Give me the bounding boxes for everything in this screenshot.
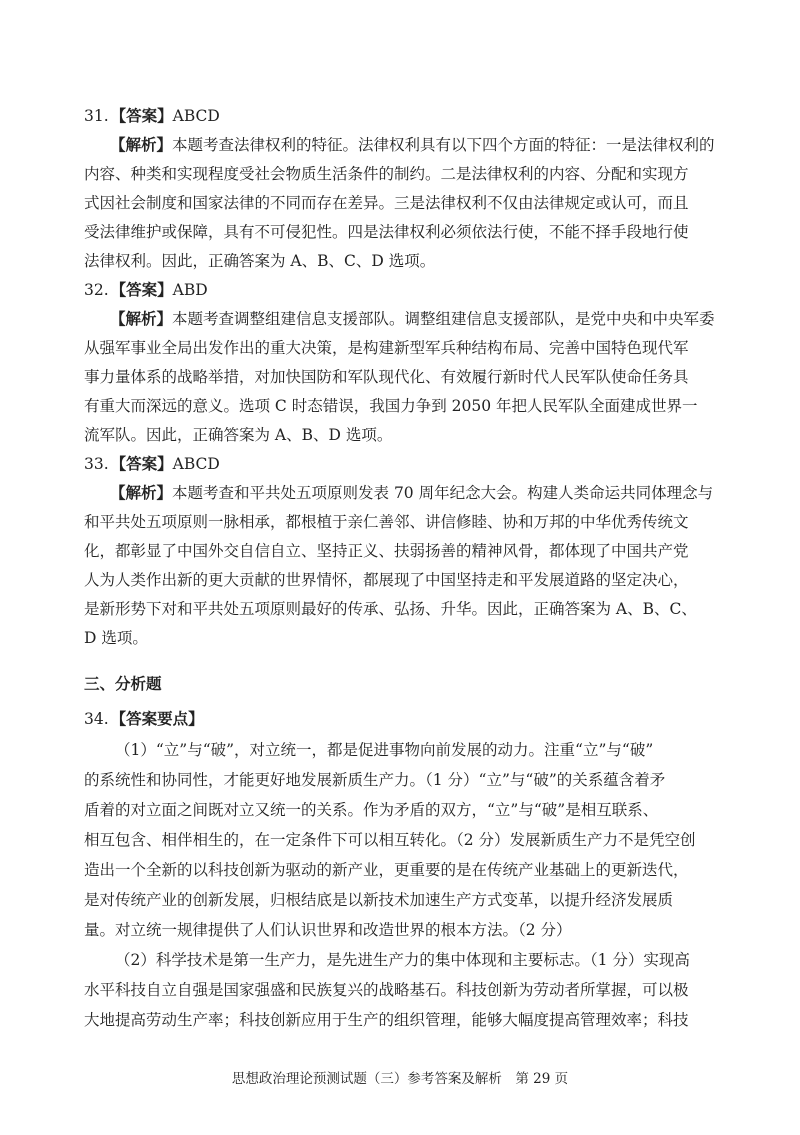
q31-analysis-label: 【解析】	[110, 135, 173, 154]
q33-analysis-line-3: 化，都彰显了中国外交自信自立、坚持正义、扶弱扬善的精神风骨，都体现了中国共产党	[84, 542, 689, 560]
q34-line-10: 大地提高劳动生产率；科技创新应用于生产的组织管理，能够大幅度提高管理效率；科技	[84, 1011, 689, 1029]
q34-label: 【答案要点】	[110, 709, 204, 728]
q32-analysis-line-2: 从强军事业全局出发作出的重大决策，是构建新型军兵种结构布局、完善中国特色现代军	[84, 339, 689, 357]
q31-analysis-line-5: 法律权利。因此，正确答案为 A、B、C、D 选项。	[84, 252, 436, 270]
q32-answer: ABD	[172, 281, 208, 299]
q32-number: 32.	[84, 281, 109, 299]
q34-label-line	[84, 708, 204, 730]
q34-line-9: 水平科技自立自强是国家强盛和民族复兴的战略基石。科技创新为劳动者所掌握，可以极	[84, 981, 689, 999]
q34-line-3: 盾着的对立面之间既对立又统一的关系。作为矛盾的双方，“立”与“破”是相互联系、	[84, 801, 659, 819]
q31-analysis-line-2: 内容、种类和实现程度受社会物质生活条件的制约。二是法律权利的内容、分配和实现方	[84, 165, 689, 183]
q33-answer: ABCD	[172, 455, 220, 473]
q34-line-1: （1）“立”与“破”，对立统一，都是促进事物向前发展的动力。注重“立”与“破”	[115, 741, 654, 759]
q31-analysis-line-1	[110, 134, 715, 156]
q34-line-4: 相互包含、相伴相生的，在一定条件下可以相互转化。（2 分）发展新质生产力不是凭空创	[84, 831, 696, 849]
q33-number: 33.	[84, 455, 109, 473]
q33-analysis-line-4: 人为人类作出新的更大贡献的世界情怀，都展现了中国坚持走和平发展道路的坚定决心，	[84, 571, 689, 589]
q32-answer-label: 【答案】	[110, 280, 173, 299]
q34-line-2: 的系统性和协同性，才能更好地发展新质生产力。（1 分）“立”与“破”的关系蕴含着矛	[84, 771, 666, 789]
q34-line-5: 造出一个全新的以科技创新为驱动的新产业，更重要的是在传统产业基础上的更新迭代，	[84, 861, 689, 879]
q33-analysis-text: 本题考查和平共处五项原则发表 70 周年纪念大会。构建人类命运共同体理念与	[172, 484, 714, 502]
q31-answer: ABCD	[172, 107, 220, 125]
q32-answer-line	[84, 279, 208, 301]
q34-line-6: 是对传统产业的创新发展，归根结底是以新技术加速生产方式变革，以提升经济发展质	[84, 891, 674, 909]
q33-analysis-line-6: D 选项。	[84, 629, 148, 647]
q34-line-8: （2）科学技术是第一生产力，是先进生产力的集中体现和主要标志。（1 分）实现高	[115, 951, 690, 969]
q31-analysis-line-3: 式因社会制度和国家法律的不同而存在差异。三是法律权利不仅由法律规定或认可，而且	[84, 194, 689, 212]
q31-analysis-text: 本题考查法律权利的特征。法律权利具有以下四个方面的特征：一是法律权利的	[172, 136, 715, 154]
q31-analysis-line-4: 受法律维护或保障，具有不可侵犯性。四是法律权利必须依法行使，不能不择手段地行使	[84, 223, 689, 241]
q33-analysis-label: 【解析】	[110, 483, 173, 502]
q32-analysis-line-3: 事力量体系的战略举措，对加快国防和军队现代化、有效履行新时代人民军队使命任务具	[84, 368, 689, 386]
q31-answer-line	[84, 105, 220, 127]
section-heading: 三、分析题	[84, 675, 162, 693]
q34-number: 34.	[84, 710, 109, 728]
q33-analysis-line-5: 是新形势下对和平共处五项原则最好的传承、弘扬、升华。因此，正确答案为 A、B、C、	[84, 600, 697, 618]
q33-answer-label: 【答案】	[110, 454, 173, 473]
q34-line-7: 量。对立统一规律提供了人们认识世界和改造世界的根本方法。（2 分）	[84, 921, 572, 939]
q33-analysis-line-1	[110, 482, 713, 504]
q32-analysis-line-4: 有重大而深远的意义。选项 C 时态错误，我国力争到 2050 年把人民军队全面建成世界一	[84, 397, 698, 415]
q32-analysis-line-5: 流军队。因此，正确答案为 A、B、D 选项。	[84, 426, 393, 444]
q32-analysis-label: 【解析】	[110, 309, 173, 328]
page-footer: 思想政治理论预测试题（三）参考答案及解析 第 29 页	[231, 1071, 569, 1087]
q31-answer-label: 【答案】	[110, 106, 173, 125]
q32-analysis-line-1	[110, 308, 715, 330]
q33-analysis-line-2: 和平共处五项原则一脉相承，都根植于亲仁善邻、讲信修睦、协和万邦的中华优秀传统文	[84, 513, 689, 531]
q32-analysis-text: 本题考查调整组建信息支援部队。调整组建信息支援部队，是党中央和中央军委	[172, 310, 715, 328]
q31-number: 31.	[84, 107, 109, 125]
q33-answer-line	[84, 453, 220, 475]
